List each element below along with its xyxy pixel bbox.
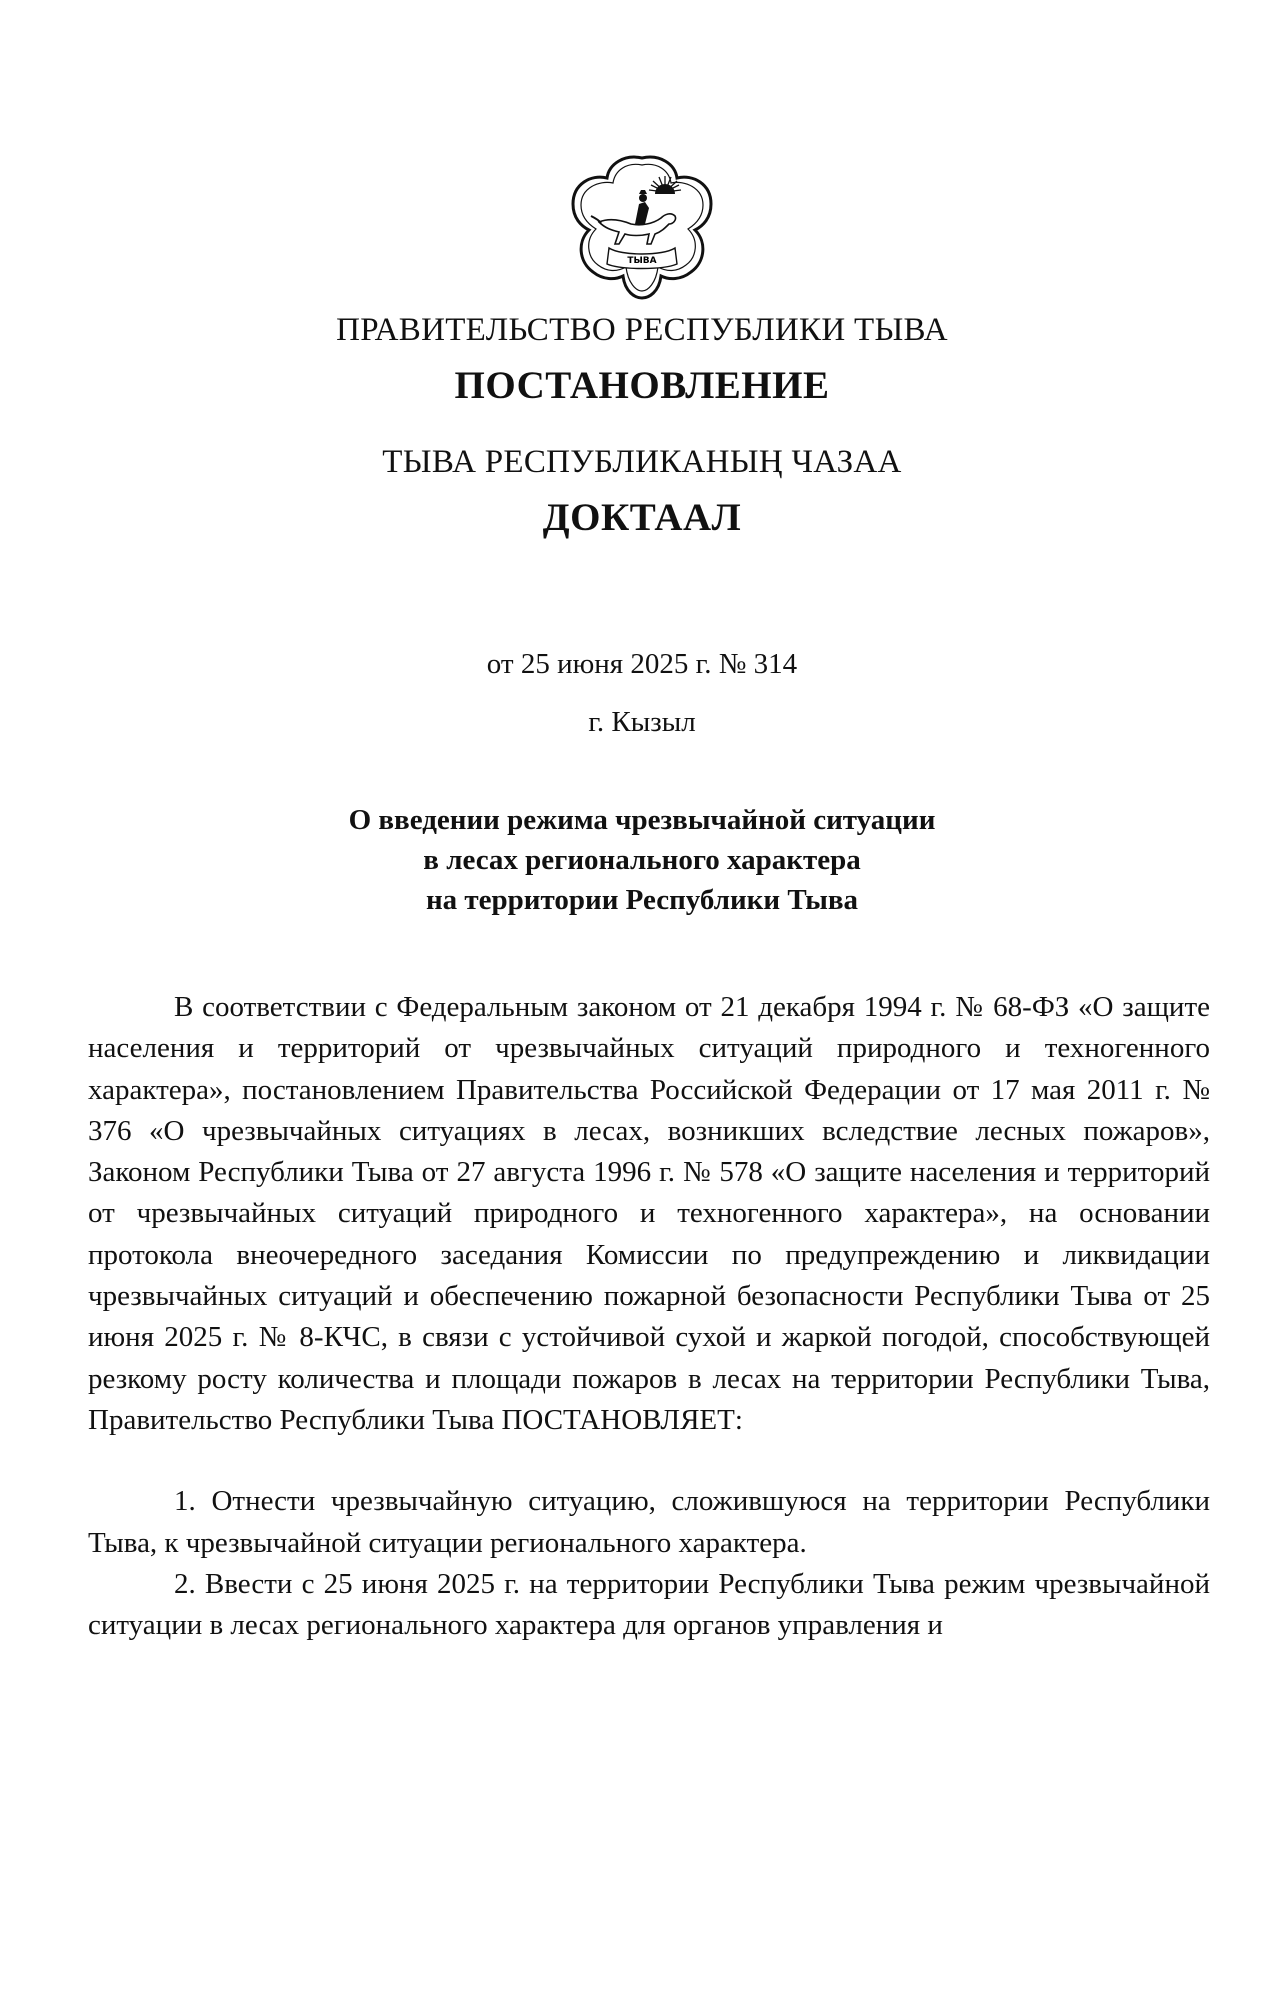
document-body	[88, 987, 1210, 1646]
document-title-line: на территории Республики Тыва	[425, 884, 859, 916]
clause-2: 2. Ввести с 25 июня 2025 г. на территории Республики Тыва режим чрезвычайной ситуации в лесах регионального характера для органов управления и	[88, 1567, 1210, 1642]
issuer-name-russian: ПРАВИТЕЛЬСТВО РЕСПУБЛИКИ ТЫВА	[336, 312, 948, 348]
document-type-russian: ПОСТАНОВЛЕНИЕ	[454, 364, 830, 407]
document-title-line: в лесах регионального характера	[423, 844, 861, 876]
emblem-ribbon-text: ТЫВА	[627, 256, 657, 266]
issuer-name-tuvan: ТЫВА РЕСПУБЛИКАНЫҢ ЧАЗАА	[382, 444, 902, 480]
preamble-paragraph: В соответствии с Федеральным законом от 21 декабря 1994 г. № 68-ФЗ «О защите населения и территорий от чрезвычайных ситуаций природного и техногенного характера», постановлением Правительства Российской Федерации от 17 мая 2011 г. № 376 «О чрезвычайных ситуациях в лесах, возникших вследствие лесных пожаров», Законом Республики Тыва от 27 августа 1996 г. № 578 «О защите населения и территорий от чрезвычайных ситуаций природного и техногенного характера», на основании протокола внеочередного заседания Комиссии по предупреждению и ликвидации чрезвычайных ситуаций и обеспечению пожарной безопасности Республики Тыва от 25 июня 2025 г. № 8-КЧС, в связи с устойчивой сухой и жаркой погодой, способствующей резкому росту количества и площади пожаров в лесах на территории Республики Тыва, Правительство Республики Тыва ПОСТАНОВЛЯЕТ:	[88, 991, 1210, 1436]
document-city: г. Кызыл	[588, 706, 696, 738]
document-type-tuvan: ДОКТААЛ	[542, 496, 742, 539]
clause-1: 1. Отнести чрезвычайную ситуацию, сложившуюся на территории Республики Тыва, к чрезвычайной ситуации регионального характера.	[88, 1485, 1210, 1559]
document-date-number: от 25 июня 2025 г. № 314	[486, 648, 798, 680]
document-title	[0, 800, 1284, 920]
tyva-coat-of-arms-icon	[565, 152, 719, 302]
document-title-line: О введении режима чрезвычайной ситуации	[348, 804, 936, 836]
